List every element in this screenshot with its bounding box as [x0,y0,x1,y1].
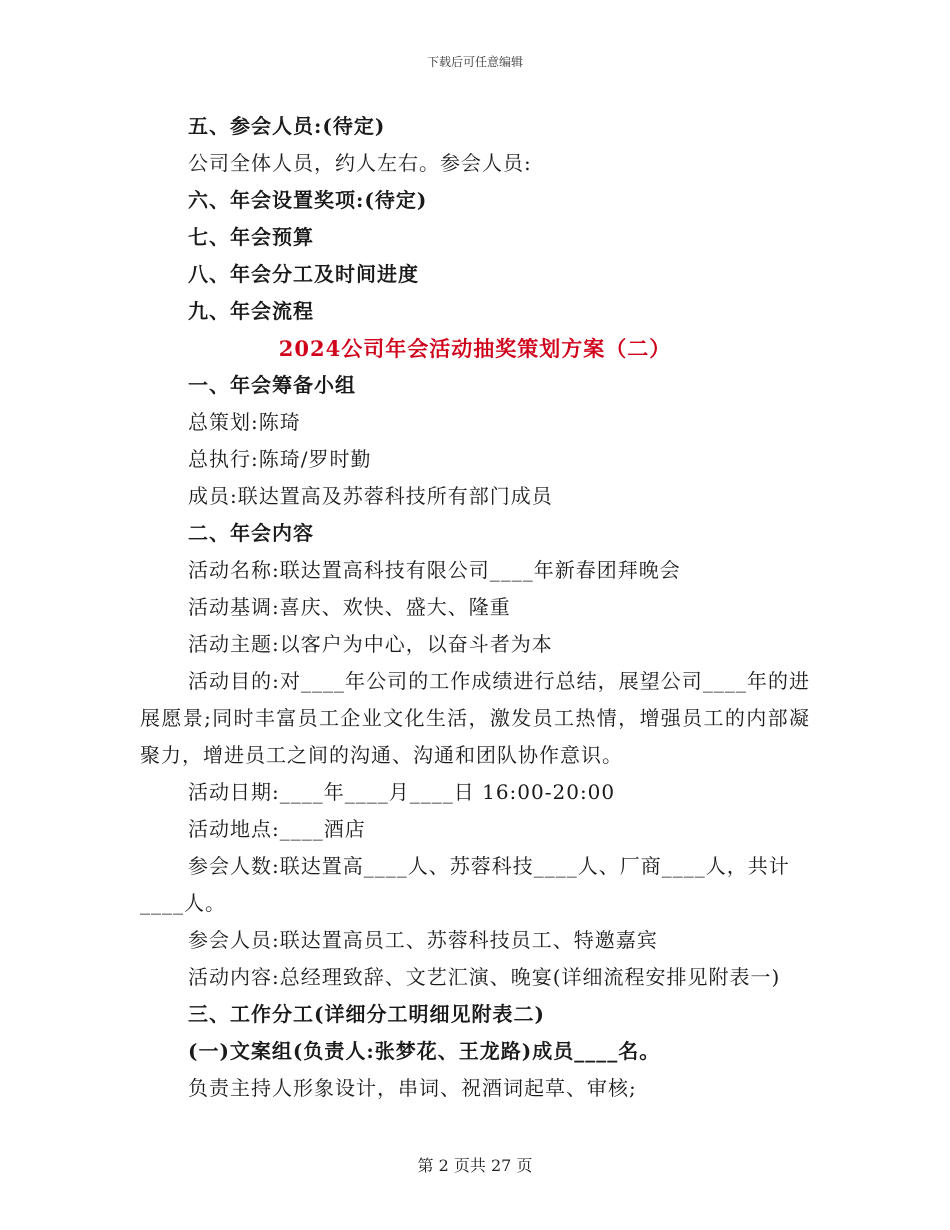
section-heading-9: 九、年会流程 [188,299,314,323]
subsection-heading-copywriting: (一)文案组(负责人:张梦花、王龙路)成员____名。 [188,1039,661,1063]
section-heading-1: 一、年会筹备小组 [188,373,356,397]
paragraph-attendee-count: 参会人数:联达置高____人、苏蓉科技____人、厂商____人，共计____人。 [140,854,790,915]
paragraph-event-theme: 活动主题:以客户为中心，以奋斗者为本 [188,632,553,656]
page-footer: 第 2 页共 27 页 [417,1156,533,1175]
paragraph-chief-executor: 总执行:陈琦/罗时勤 [188,447,372,471]
paragraph-event-venue: 活动地点:____酒店 [188,817,366,841]
paragraph-event-purpose: 活动目的:对____年公司的工作成绩进行总结，展望公司____年的进展愿景;同时丰富员工企业文化生活，激发员工热情，增强员工的内部凝聚力，增进员工之间的沟通、沟通和团队协作意识。 [140,669,810,767]
paragraph-participants: 参会人员:联达置高员工、苏蓉科技员工、特邀嘉宾 [188,928,658,952]
document-body [140,108,810,1107]
section-heading-5: 五、参会人员:(待定) [188,114,386,138]
paragraph-event-date: 活动日期:____年____月____日 16:00-20:00 [188,780,616,804]
section-heading-2: 二、年会内容 [188,521,314,545]
page-header: 下载后可任意编辑 [426,55,523,69]
paragraph-copywriting-duties: 负责主持人形象设计，串词、祝酒词起草、审核; [188,1076,637,1100]
paragraph-chief-planner: 总策划:陈琦 [188,410,301,434]
paragraph-attendees: 公司全体人员，约人左右。参会人员: [188,151,532,175]
paragraph-event-content: 活动内容:总经理致辞、文艺汇演、晚宴(详细流程安排见附表一) [188,965,781,989]
paragraph-event-tone: 活动基调:喜庆、欢快、盛大、隆重 [188,595,511,619]
section-heading-7: 七、年会预算 [188,225,314,249]
paragraph-event-name: 活动名称:联达置高科技有限公司____年新春团拜晚会 [188,558,681,582]
paragraph-members: 成员:联达置高及苏蓉科技所有部门成员 [188,484,553,508]
section-heading-3: 三、工作分工(详细分工明细见附表二) [188,1002,545,1026]
section-heading-8: 八、年会分工及时间进度 [188,262,419,286]
section-heading-6: 六、年会设置奖项:(待定) [188,188,428,212]
document-title: 2024公司年会活动抽奖策划方案（二） [278,336,672,361]
